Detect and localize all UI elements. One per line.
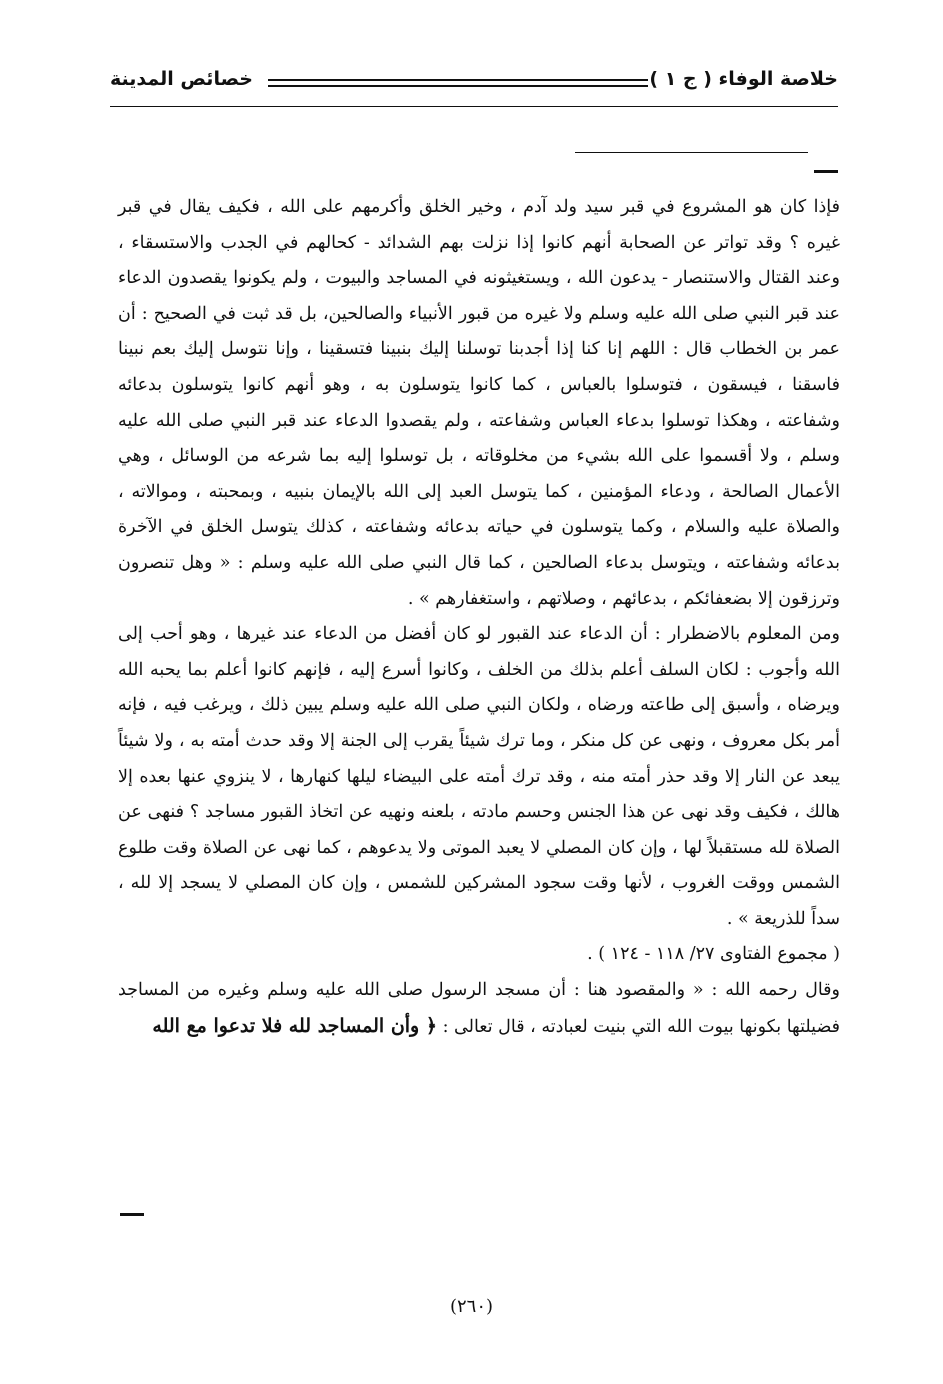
- separator-rule: [575, 152, 808, 153]
- quran-verse: ﴿ وأن المساجد لله فلا تدعوا مع الله: [152, 1014, 437, 1037]
- book-title: خلاصة الوفاء ( ج ١ ): [649, 68, 838, 90]
- continuation-dash-top: [814, 170, 838, 173]
- paragraph-3-text: وقال رحمه الله : « والمقصود هنا : أن مسجد الرسول صلى الله عليه وسلم وغيره من المساجد فضيلتها بكونها بيوت الله التي بنيت لعبادته ، قال تعالى :: [118, 980, 840, 1037]
- citation: ( مجموع الفتاوى ٢٧/ ١١٨ - ١٢٤ ) .: [587, 944, 840, 965]
- paragraph-3: [118, 973, 840, 1045]
- header-double-rule: [268, 79, 648, 87]
- body-text: [118, 190, 840, 1045]
- paragraph-1: فإذا كان هو المشروع في قبر سيد ولد آدم ، وخير الخلق وأكرمهم على الله ، فكيف يقال في قبر غيره ؟ وقد تواتر عن الصحابة أنهم كانوا إذا نزلت بهم الشدائد - كحالهم في الجدب والاستسقاء ، وعند القتال والاستنصار - يدعون الله ، ويستغيثونه في المساجد والبيوت ، ولم يكونوا يقصدون الدعاء عند قبر النبي صلى الله عليه وسلم ولا غيره من قبور الأنبياء والصالحين، بل قد ثبت في الصحيح : أن عمر بن الخطاب قال : اللهم إنا كنا إذا أجدبنا توسلنا إليك بنبينا فتسقينا ، وإنا نتوسل إليك بعم نبينا فاسقنا ، فيسقون ، فتوسلوا بالعباس ، كما كانوا يتوسلون به ، وهو أنهم كانوا يتوسلون بدعائه وشفاعته ، وهكذا توسلوا بدعاء العباس وشفاعته ، ولم يقصدوا الدعاء عند قبر النبي صلى الله عليه وسلم ، ولا أقسموا على الله بشيء من مخلوقاته ، بل توسلوا إليه بما شرعه من الوسائل ، وهي الأعمال الصالحة ، ودعاء المؤمنين ، كما يتوسل العبد إلى الله بالإيمان بنبيه ، وبمحبته ، وموالاته ، والصلاة عليه والسلام ، وكما يتوسلون في حياته بدعائه وشفاعته ، كذلك يتوسل الخلق في الآخرة بدعائه وشفاعته ، ويتوسل بدعاء الصالحين ، كما قال النبي صلى الله عليه وسلم : « وهل تنصرون وترزقون إلا بضعفائكم ، بدعائهم ، وصلاتهم ، واستغفارهم » .: [118, 197, 840, 609]
- paragraph-2: ومن المعلوم بالاضطرار : أن الدعاء عند القبور لو كان أفضل من الدعاء عند غيرها ، وهو أحب إلى الله وأجوب : لكان السلف أعلم بذلك من الخلف ، وكانوا أسرع إليه ، فإنهم كانوا أعلم بما يحبه الله ويرضاه ، وأسبق إلى طاعته ورضاه ، ولكان النبي صلى الله عليه وسلم يبين ذلك ، ويرغب فيه ، فإنه أمر بكل معروف ، ونهى عن كل منكر ، وما ترك شيئاً يقرب إلى الجنة إلا وقد حدث أمته به ، ولا شيئاً يبعد عن النار إلا وقد حذر أمته منه ، وقد ترك أمته على البيضاء ليلها كنهارها ، لا ينزوي عنها بعده إلا هالك ، فكيف وقد نهى عن هذا الجنس وحسم مادته ، بلعنه ونهيه عن اتخاذ القبور مساجد ؟ فنهى عن الصلاة لله مستقبلاً لها ، وإن كان المصلي لا يعبد الموتى ولا يدعوهم ، كما نهى عن الصلاة وقت طلوع الشمس ووقت الغروب ، لأنها وقت سجود المشركين للشمس ، وإن كان المصلي لا يسجد إلا لله ، سداً للذريعة » .: [118, 624, 840, 929]
- page-number: (٢٦٠): [449, 1296, 494, 1317]
- running-header: [110, 66, 838, 106]
- chapter-title: خصائص المدينة: [110, 68, 253, 90]
- header-underline: [110, 106, 838, 107]
- continuation-dash-bottom: [120, 1213, 144, 1216]
